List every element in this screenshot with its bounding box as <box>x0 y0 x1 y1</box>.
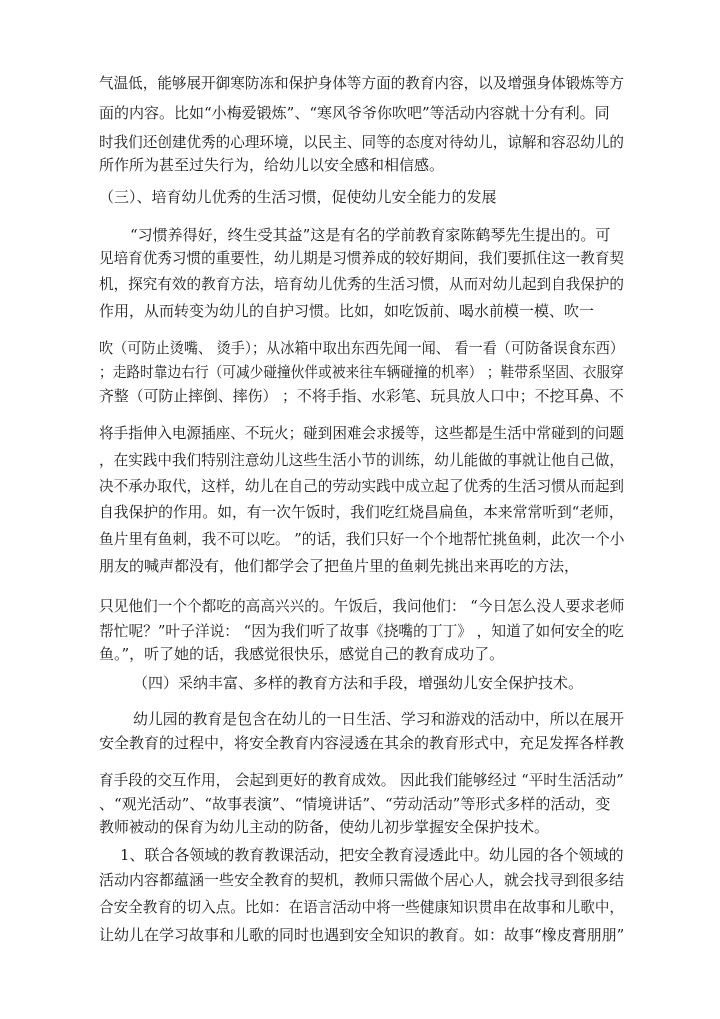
text-line: 气温低，能够展开御寒防冻和保护身体等方面的教育内容，以及增强身体锻炼等方 <box>99 74 625 92</box>
text-line: 朋友的喊声都没有，他们都学会了把鱼片里的鱼刺先挑出来再吃的方法， <box>99 557 580 575</box>
text-line: 合安全教育的切入点。比如：在语言活动中将一些健康知识贯串在故事和儿歌中， <box>99 898 625 916</box>
text-line: 让幼儿在学习故事和儿歌的同时也遇到安全知识的教育。如：故事“橡皮膏朋朋” <box>99 926 625 944</box>
text-line: 鱼。”，听了她的话，我感觉很快乐，感觉自己的教育成功了。 <box>99 645 505 663</box>
text-line: 育手段的交互作用， 会起到更好的教育成效。 因此我们能够经过 “平时生活活动” <box>99 771 624 789</box>
text-line: ；走路时靠边右行（可减少碰撞伙伴或被来往车辆碰撞的机率） ；鞋带系坚固、衣服穿 <box>99 363 624 381</box>
text-line: 自我保护的作用。如，有一次午饭时，我们吃红烧昌扁鱼，本来常常听到“老师， <box>99 503 624 521</box>
text-line: 、“观光活动”、“故事表演”、“情境讲话”、“劳动活动”等形式多样的活动，变 <box>99 795 611 813</box>
text-line: 鱼片里有鱼刺，我不可以吃。 ”的话，我们只好一个个地帮忙挑鱼刺，此次一个小 <box>99 530 625 548</box>
text-line: 1、联合各领域的教育教课活动，把安全教育浸透此中。幼儿园的各个领域的 <box>120 846 624 864</box>
section-heading: （三）、培育幼儿优秀的生活习惯，促使幼儿安全能力的发展 <box>99 188 497 206</box>
text-line: 吹（可防止烫嘴、 烫手）；从冰箱中取出东西先闻一闻、 看一看（可防备误食东西） <box>99 339 625 357</box>
text-line: 面的内容。比如“小梅爱锻炼”、“寒风爷爷你吹吧”等活动内容就十分有利。同 <box>99 104 610 122</box>
text-line: 活动内容都蕴涵一些安全教育的契机，教师只需做个居心人，就会找寻到很多结 <box>99 871 625 889</box>
text-line: 作用，从而转变为幼儿的自护习惯。比如，如吃饭前、喝水前模一模、吹一 <box>99 302 595 320</box>
section-heading: （四）采纳丰富、多样的教育方法和手段，增强幼儿安全保护技术。 <box>133 674 584 692</box>
text-line: 将手指伸入电源插座、不玩火；碰到困难会求援等，这些都是生活中常碰到的问题 <box>99 424 625 442</box>
text-line: 幼儿园的教育是包含在幼儿的一日生活、学习和游戏的活动中，所以在展开 <box>133 710 625 728</box>
text-line: 齐整（可防止摔倒、摔伤） ；不将手指、水彩笔、玩具放人口中；不挖耳鼻、不 <box>99 387 624 405</box>
text-line: 时我们还创建优秀的心理环境，以民主、同等的态度对待幼儿，谅解和容忍幼儿的 <box>99 133 625 151</box>
text-line: 安全教育的过程中，将安全教育内容浸透在其余的教育形式中，充足发挥各样教 <box>99 734 625 752</box>
text-line: 帮忙呢？”叶子洋说： “因为我们听了故事《挠嘴的丁丁》 ，知道了如何安全的吃 <box>99 622 624 640</box>
text-line: ，在实践中我们特别注意幼儿这些生活小节的训练，幼儿能做的事就让他自己做， <box>99 451 625 469</box>
text-line: 教师被动的保育为幼儿主动的防备，使幼儿初步掌握安全保护技术。 <box>99 818 550 836</box>
text-line: 决不承办取代，这样，幼儿在自己的劳动实践中成立起了优秀的生活习惯从而起到 <box>99 477 625 495</box>
text-line: “习惯养得好，终生受其益”这是有名的学前教育家陈鹤琴先生提出的。可 <box>130 226 611 244</box>
text-line: 见培育优秀习惯的重要性，幼儿期是习惯养成的较好期间，我们要抓住这一教育契 <box>99 249 625 267</box>
text-line: 所作所为甚至过失行为，给幼儿以安全感和相信感。 <box>99 156 445 174</box>
text-line: 机，探究有效的教育方法，培育幼儿优秀的生活习惯，从而对幼儿起到自我保护的 <box>99 275 625 293</box>
text-line: 只见他们一个个都吃的高高兴兴的。午饭后，我问他们： “今日怎么没人要求老师 <box>99 597 625 615</box>
